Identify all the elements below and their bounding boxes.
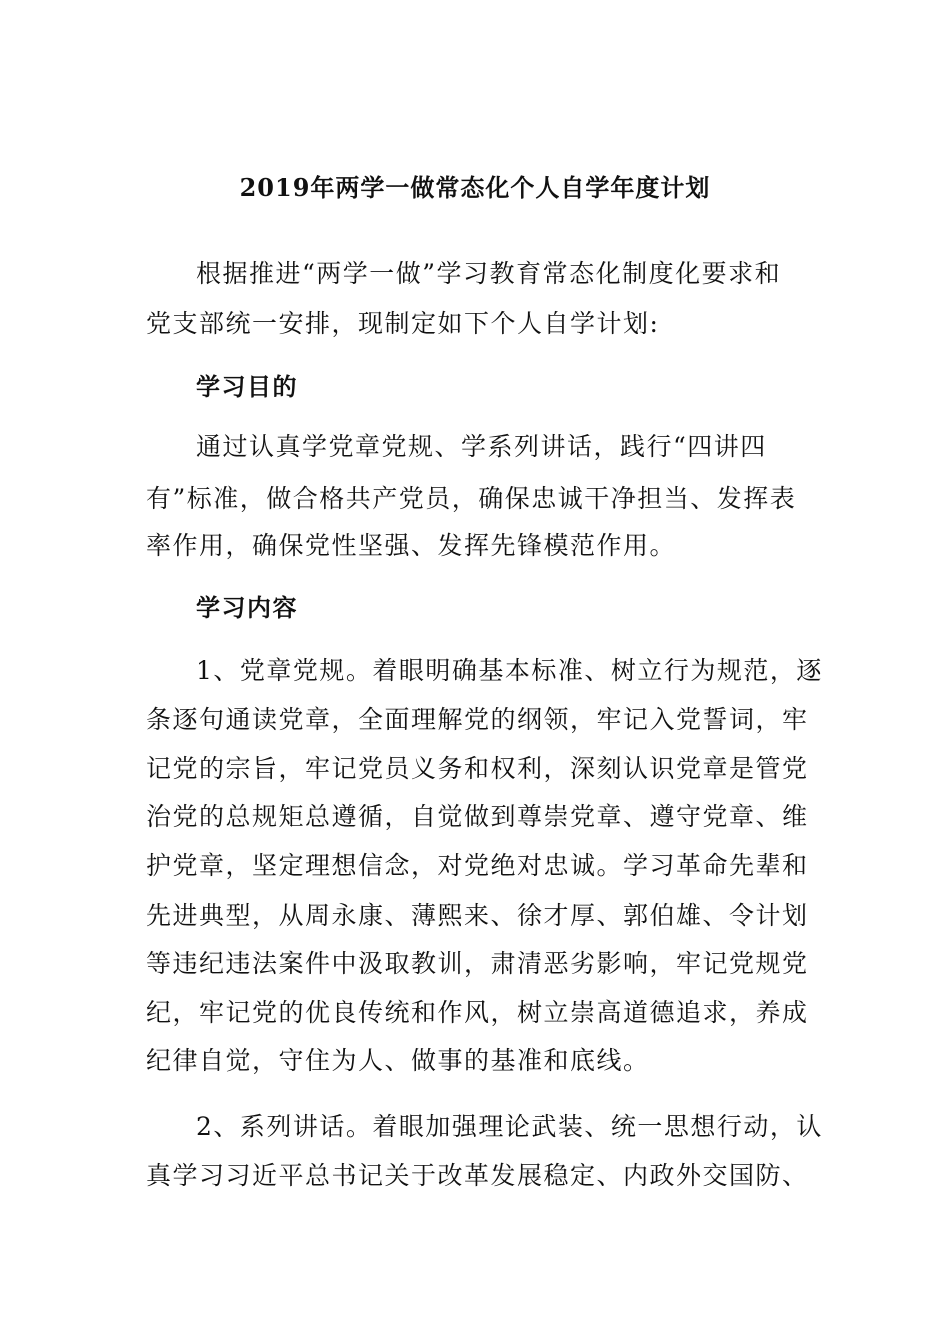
purpose-line-1: 通过认真学党章党规、学系列讲话，践行“四讲四: [196, 432, 767, 461]
item1-line-1: 1、党章党规。着眼明确基本标准、树立行为规范，逐: [196, 656, 823, 685]
purpose-line-2: 有”标准，做合格共产党员，确保忠诚干净担当、发挥表: [146, 484, 797, 513]
item1-line-7: 等违纪违法案件中汲取教训，肃清恶劣影响，牢记党规党: [146, 949, 809, 978]
item2-line-2: 真学习习近平总书记关于改革发展稳定、内政外交国防、: [146, 1161, 809, 1190]
document-title: 2019年两学一做常态化个人自学年度计划: [239, 173, 711, 202]
item1-line-2: 条逐句通读党章，全面理解党的纲领，牢记入党誓词，牢: [146, 705, 809, 734]
purpose-line-3: 率作用，确保党性坚强、发挥先锋模范作用。: [146, 531, 677, 560]
item1-line-9: 纪律自觉，守住为人、做事的基准和底线。: [146, 1046, 650, 1075]
intro-line-1: 根据推进“两学一做”学习教育常态化制度化要求和: [196, 259, 782, 288]
item1-line-6: 先进典型，从周永康、薄熙来、徐才厚、郭伯雄、令计划: [146, 901, 809, 930]
section-heading-purpose: 学习目的: [196, 372, 298, 401]
item1-line-5: 护党章，坚定理想信念，对党绝对忠诚。学习革命先辈和: [146, 851, 809, 880]
item1-line-4: 治党的总规矩总遵循，自觉做到尊崇党章、遵守党章、维: [146, 802, 809, 831]
item1-line-3: 记党的宗旨，牢记党员义务和权利，深刻认识党章是管党: [146, 754, 809, 783]
item1-line-8: 纪，牢记党的优良传统和作风，树立崇高道德追求，养成: [146, 998, 809, 1027]
item2-line-1: 2、系列讲话。着眼加强理论武装、统一思想行动，认: [196, 1112, 823, 1141]
section-heading-content: 学习内容: [196, 593, 298, 622]
intro-line-2: 党支部统一安排，现制定如下个人自学计划:: [146, 309, 660, 338]
